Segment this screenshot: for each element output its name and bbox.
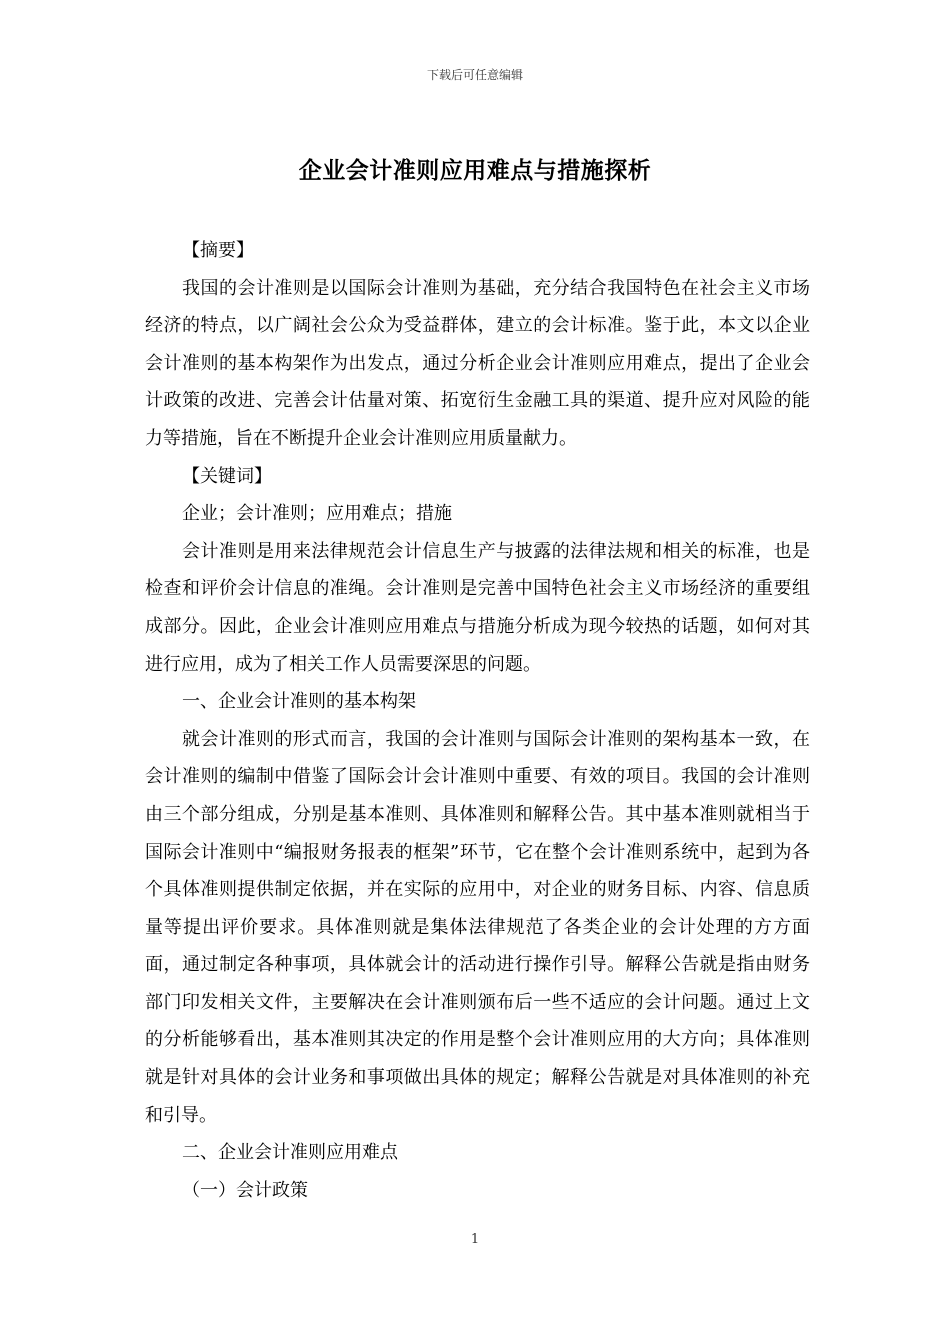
- intro-paragraph: 会计准则是用来法律规范会计信息生产与披露的法律法规和相关的标准，也是检查和评价会计信息的准绳。会计准则是完善中国特色社会主义市场经济的重要组成部分。因此，企业会计准则应用难点与措施分析成为现今较热的话题，如何对其进行应用，成为了相关工作人员需要深思的问题。: [145, 540, 810, 675]
- document-body: [145, 232, 810, 1209]
- keywords-paragraph: 企业；会计准则；应用难点；措施: [182, 503, 452, 525]
- subsection-1-heading: （一）会计政策: [182, 1179, 308, 1201]
- page-header-note: 下载后可任意编辑: [426, 68, 523, 82]
- abstract-paragraph: 我国的会计准则是以国际会计准则为基础，充分结合我国特色在社会主义市场经济的特点，以广阔社会公众为受益群体，建立的会计标准。鉴于此，本文以企业会计准则的基本构架作为出发点，通过分析企业会计准则应用难点，提出了企业会计政策的改进、完善会计估量对策、拓宽衍生金融工具的渠道、提升应对风险的能力等措施，旨在不断提升企业会计准则应用质量献力。: [145, 277, 810, 449]
- section-1-paragraph: 就会计准则的形式而言，我国的会计准则与国际会计准则的架构基本一致，在会计准则的编制中借鉴了国际会计会计准则中重要、有效的项目。我国的会计准则由三个部分组成，分别是基本准则、具体准则和解释公告。其中基本准则就相当于国际会计准则中“编报财务报表的框架”环节，它在整个会计准则系统中，起到为各个具体准则提供制定依据，并在实际的应用中，对企业的财务目标、内容、信息质量等提出评价要求。具体准则就是集体法律规范了各类企业的会计处理的方方面面，通过制定各种事项，具体就会计的活动进行操作引导。解释公告就是指由财务部门印发相关文件，主要解决在会计准则颁布后一些不适应的会计问题。通过上文的分析能够看出，基本准则其决定的作用是整个会计准则应用的大方向；具体准则就是针对具体的会计业务和事项做出具体的规定；解释公告就是对具体准则的补充和引导。: [145, 728, 810, 1126]
- section-2-heading: 二、企业会计准则应用难点: [182, 1142, 398, 1164]
- keywords-heading: 【关键词】: [182, 465, 272, 487]
- abstract-heading: 【摘要】: [182, 240, 254, 261]
- page-number: 1: [470, 1232, 480, 1247]
- document-title: 企业会计准则应用难点与措施探析: [298, 157, 652, 184]
- section-1-heading: 一、企业会计准则的基本构架: [182, 691, 416, 713]
